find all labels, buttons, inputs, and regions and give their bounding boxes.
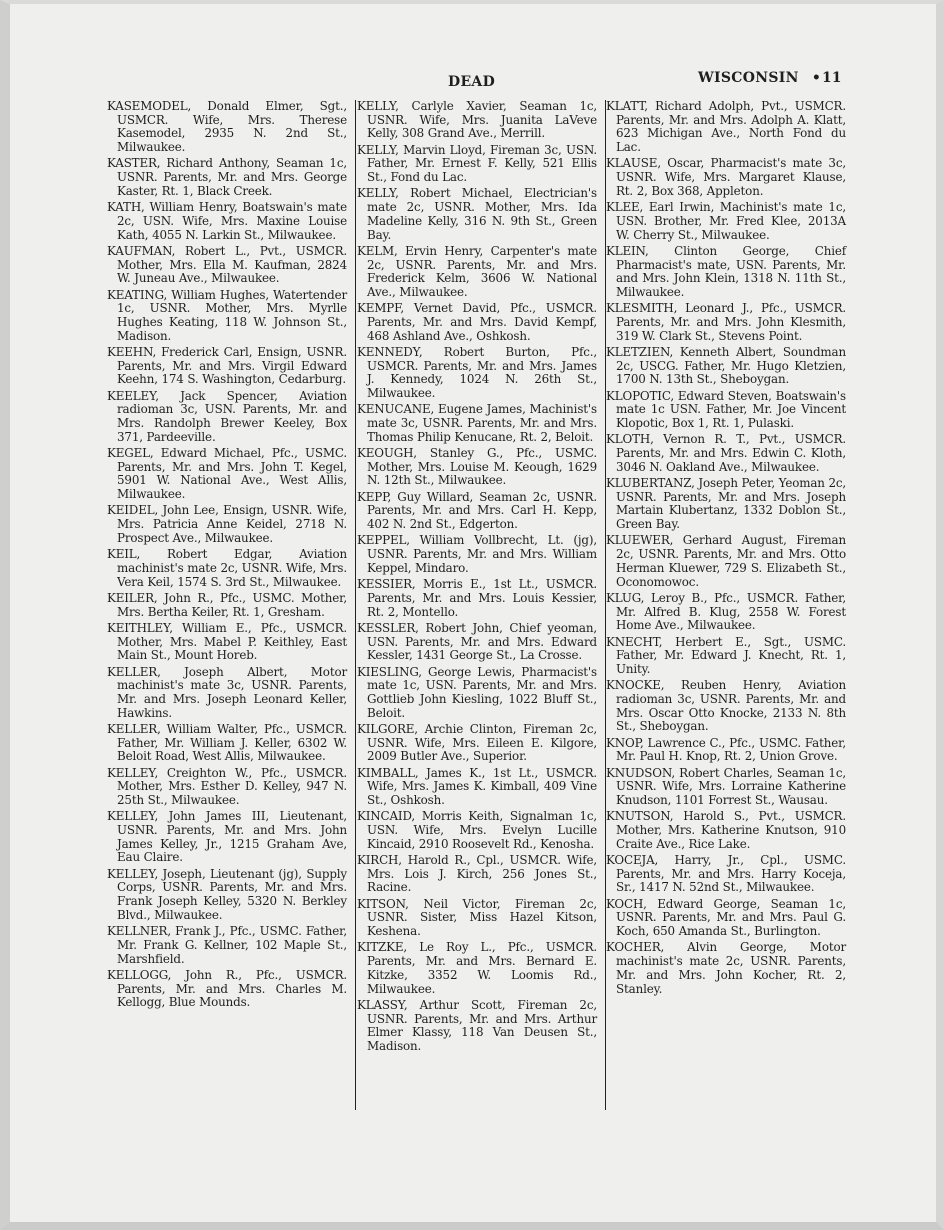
casualty-entry: KOCEJA, Harry, Jr., Cpl., USMC. Parents, Mr. and Mrs. Harry Koceja, Sr., 1417 N. 52nd St., Milwaukee. [606,853,846,895]
casualty-entry: KEOUGH, Stanley G., Pfc., USMC. Mother, Mrs. Louise M. Keough, 1629 N. 12th St., Milwaukee. [357,446,597,488]
bullet-separator: • [811,70,822,86]
column-3 [606,100,846,999]
casualty-entry: KEPP, Guy Willard, Seaman 2c, USNR. Parents, Mr. and Mrs. Carl H. Kepp, 402 N. 2nd St., Edgerton. [357,489,597,532]
casualty-entry: KELLY, Carlyle Xavier, Seaman 1c, USNR. Wife, Mrs. Juanita LaVeve Kelly, 308 Grand Ave., Merrill. [357,99,597,141]
casualty-entry: KLEIN, Clinton George, Chief Pharmacist's mate, USN. Parents, Mr. and Mrs. John Klein, 1318 N. 11th St., Milwaukee. [606,243,846,299]
casualty-entry: KOCHER, Alvin George, Motor machinist's mate 2c, USNR. Parents, Mr. and Mrs. John Kocher, Rt. 2, Stanley. [606,940,846,996]
casualty-entry: KEELEY, Jack Spencer, Aviation radioman 3c, USN. Parents, Mr. and Mrs. Randolph Brewer Keeley, Box 371, Pardeeville. [107,388,347,444]
casualty-entry: KELLEY, John James III, Lieutenant, USNR. Parents, Mr. and Mrs. John James Kelley, Jr., 1215 Graham Ave, Eau Claire. [107,809,347,865]
column-divider [355,100,356,1110]
page-number: 11 [822,70,842,86]
casualty-entry: KLUBERTANZ, Joseph Peter, Yeoman 2c, USNR. Parents, Mr. and Mrs. Joseph Martain Klubertanz, 1332 Doblon St., Green Bay. [606,476,846,532]
casualty-entry: KITZKE, Le Roy L., Pfc., USMCR. Parents, Mr. and Mrs. Bernard E. Kitzke, 3352 W. Loomis Rd., Milwaukee. [357,940,597,996]
casualty-entry: KNUTSON, Harold S., Pvt., USMCR. Mother, Mrs. Katherine Knutson, 910 Craite Ave., Rice Lake. [606,809,846,851]
casualty-entry: KLATT, Richard Adolph, Pvt., USMCR. Parents, Mr. and Mrs. Adolph A. Klatt, 623 Michigan Ave., North Fond du Lac. [606,99,846,155]
casualty-entry: KAUFMAN, Robert L., Pvt., USMCR. Mother, Mrs. Ella M. Kaufman, 2824 W. Juneau Ave., Milwaukee. [107,243,347,286]
casualty-entry: KEATING, William Hughes, Watertender 1c, USNR. Mother, Mrs. Myrlle Hughes Keating, 118 W. Johnson St., Madison. [107,287,347,343]
casualty-entry: KLEE, Earl Irwin, Machinist's mate 1c, USN. Brother, Mr. Fred Klee, 2013A W. Cherry St., Milwaukee. [606,200,846,242]
casualty-entry: KELLER, Joseph Albert, Motor machinist's mate 3c, USNR. Parents, Mr. and Mrs. Joseph Leonard Keller, Hawkins. [107,664,347,720]
casualty-entry: KELLOGG, John R., Pfc., USMCR. Parents, Mr. and Mrs. Charles M. Kellogg, Blue Mounds. [107,967,347,1010]
casualty-entry: KEPPEL, William Vollbrecht, Lt. (jg), USNR. Parents, Mr. and Mrs. William Keppel, Mindaro. [357,533,597,575]
casualty-entry: KLUG, Leroy B., Pfc., USMCR. Father, Mr. Alfred B. Klug, 2558 W. Forest Home Ave., Milwaukee. [606,590,846,633]
page-title: DEAD [448,74,496,90]
casualty-entry: KENUCANE, Eugene James, Machinist's mate 3c, USNR. Parents, Mr. and Mrs. Thomas Philip Kenucane, Rt. 2, Beloit. [357,402,597,444]
casualty-entry: KATH, William Henry, Boatswain's mate 2c, USN. Wife, Mrs. Maxine Louise Kath, 4055 N. Larkin St., Milwaukee. [107,200,347,242]
casualty-entry: KOCH, Edward George, Seaman 1c, USNR. Parents, Mr. and Mrs. Paul G. Koch, 650 Amanda St., Burlington. [606,896,846,939]
casualty-entry: KNECHT, Herbert E., Sgt., USMC. Father, Mr. Edward J. Knecht, Rt. 1, Unity. [606,634,846,676]
state-name: WISCONSIN [698,70,799,86]
casualty-entry: KLOPOTIC, Edward Steven, Boatswain's mate 1c USN. Father, Mr. Joe Vincent Klopotic, Box 1, Rt. 1, Pulaski. [606,388,846,431]
casualty-entry: KEMPF, Vernet David, Pfc., USMCR. Parents, Mr. and Mrs. David Kempf, 468 Ashland Ave., Oshkosh. [357,301,597,343]
casualty-entry: KEEHN, Frederick Carl, Ensign, USNR. Parents, Mr. and Mrs. Virgil Edward Keehn, 174 S. Washington, Cedarburg. [107,344,347,387]
casualty-entry: KLAUSE, Oscar, Pharmacist's mate 3c, USNR. Wife, Mrs. Margaret Klause, Rt. 2, Box 368, Appleton. [606,156,846,198]
casualty-entry: KELLER, William Walter, Pfc., USMCR. Father, Mr. William J. Keller, 6302 W. Beloit Road, West Allis, Milwaukee. [107,721,347,764]
casualty-entry: KIRCH, Harold R., Cpl., USMCR. Wife, Mrs. Lois J. Kirch, 256 Jones St., Racine. [357,853,597,895]
casualty-entry: KEILER, John R., Pfc., USMC. Mother, Mrs. Bertha Keiler, Rt. 1, Gresham. [107,590,347,619]
column-2 [357,100,597,1056]
column-1 [107,100,347,1013]
casualty-entry: KIMBALL, James K., 1st Lt., USMCR. Wife, Mrs. James K. Kimball, 409 Vine St., Oshkosh. [357,765,597,808]
casualty-entry: KLETZIEN, Kenneth Albert, Soundman 2c, USCG. Father, Mr. Hugo Kletzien, 1700 N. 13th St., Sheboygan. [606,344,846,387]
casualty-entry: KASTER, Richard Anthony, Seaman 1c, USNR. Parents, Mr. and Mrs. George Kaster, Rt. 1, Black Creek. [107,156,347,198]
casualty-entry: KELLNER, Frank J., Pfc., USMC. Father, Mr. Frank G. Kellner, 102 Maple St., Marshfield. [107,924,347,966]
casualty-entry: KITSON, Neil Victor, Fireman 2c, USNR. Sister, Miss Hazel Kitson, Keshena. [357,896,597,939]
casualty-entry: KELLY, Marvin Lloyd, Fireman 3c, USN. Father, Mr. Ernest F. Kelly, 521 Ellis St., Fond du Lac. [357,142,597,185]
casualty-entry: KASEMODEL, Donald Elmer, Sgt., USMCR. Wife, Mrs. Therese Kasemodel, 2935 N. 2nd St., Milwaukee. [107,99,347,155]
casualty-entry: KLOTH, Vernon R. T., Pvt., USMCR. Parents, Mr. and Mrs. Edwin C. Kloth, 3046 N. Oakland Ave., Milwaukee. [606,432,846,474]
casualty-entry: KNOCKE, Reuben Henry, Aviation radioman 3c, USNR. Parents, Mr. and Mrs. Oscar Otto Knocke, 2133 N. 8th St., Sheboygan. [606,678,846,734]
casualty-entry: KESSLER, Robert John, Chief yeoman, USN. Parents, Mr. and Mrs. Edward Kessler, 1431 George St., La Crosse. [357,620,597,663]
casualty-entry: KEIDEL, John Lee, Ensign, USNR. Wife, Mrs. Patricia Anne Keidel, 2718 N. Prospect Ave., Milwaukee. [107,503,347,545]
casualty-entry: KEGEL, Edward Michael, Pfc., USMC. Parents, Mr. and Mrs. John T. Kegel, 5901 W. National Ave., West Allis, Milwaukee. [107,446,347,502]
casualty-entry: KNUDSON, Robert Charles, Seaman 1c, USNR. Wife, Mrs. Lorraine Katherine Knudson, 1101 Forrest St., Wausau. [606,765,846,808]
casualty-entry: KELLEY, Joseph, Lieutenant (jg), Supply Corps, USNR. Parents, Mr. and Mrs. Frank Joseph Kelley, 5320 N. Berkley Blvd., Milwaukee. [107,866,347,922]
casualty-entry: KELLEY, Creighton W., Pfc., USMCR. Mother, Mrs. Esther D. Kelley, 947 N. 25th St., Milwaukee. [107,765,347,808]
casualty-entry: KLESMITH, Leonard J., Pfc., USMCR. Parents, Mr. and Mrs. John Klesmith, 319 W. Clark St., Stevens Point. [606,301,846,343]
casualty-entry: KLASSY, Arthur Scott, Fireman 2c, USNR. Parents, Mr. and Mrs. Arthur Elmer Klassy, 118 Van Deusen St., Madison. [357,997,597,1053]
casualty-entry: KESSIER, Morris E., 1st Lt., USMCR. Parents, Mr. and Mrs. Louis Kessier, Rt. 2, Montello. [357,577,597,619]
casualty-entry: KELM, Ervin Henry, Carpenter's mate 2c, USNR. Parents, Mr. and Mrs. Frederick Kelm, 3606 W. National Ave., Milwaukee. [357,243,597,299]
running-head [698,70,829,86]
casualty-entry: KEITHLEY, William E., Pfc., USMCR. Mother, Mrs. Mabel P. Keithley, East Main St., Mount Horeb. [107,620,347,663]
casualty-entry: KLUEWER, Gerhard August, Fireman 2c, USNR. Parents, Mr. and Mrs. Otto Herman Kluewer, 729 S. Elizabeth St., Oconomowoc. [606,533,846,589]
casualty-entry: KELLY, Robert Michael, Electrician's mate 2c, USNR. Mother, Mrs. Ida Madeline Kelly, 316 N. 9th St., Green Bay. [357,186,597,242]
casualty-entry: KEIL, Robert Edgar, Aviation machinist's mate 2c, USNR. Wife, Mrs. Vera Keil, 1574 S. 3rd St., Milwaukee. [107,547,347,589]
casualty-entry: KINCAID, Morris Keith, Signalman 1c, USN. Wife, Mrs. Evelyn Lucille Kincaid, 2910 Roosevelt Rd., Kenosha. [357,809,597,851]
casualty-entry: KNOP, Lawrence C., Pfc., USMC. Father, Mr. Paul H. Knop, Rt. 2, Union Grove. [606,735,846,764]
casualty-entry: KILGORE, Archie Clinton, Fireman 2c, USNR. Wife, Mrs. Eileen E. Kilgore, 2009 Butler Ave., Superior. [357,721,597,764]
casualty-entry: KIESLING, George Lewis, Pharmacist's mate 1c, USN. Parents, Mr. and Mrs. Gottlieb John Kiesling, 1022 Bluff St., Beloit. [357,664,597,720]
casualty-entry: KENNEDY, Robert Burton, Pfc., USMCR. Parents, Mr. and Mrs. James J. Kennedy, 1024 N. 26th St., Milwaukee. [357,344,597,401]
